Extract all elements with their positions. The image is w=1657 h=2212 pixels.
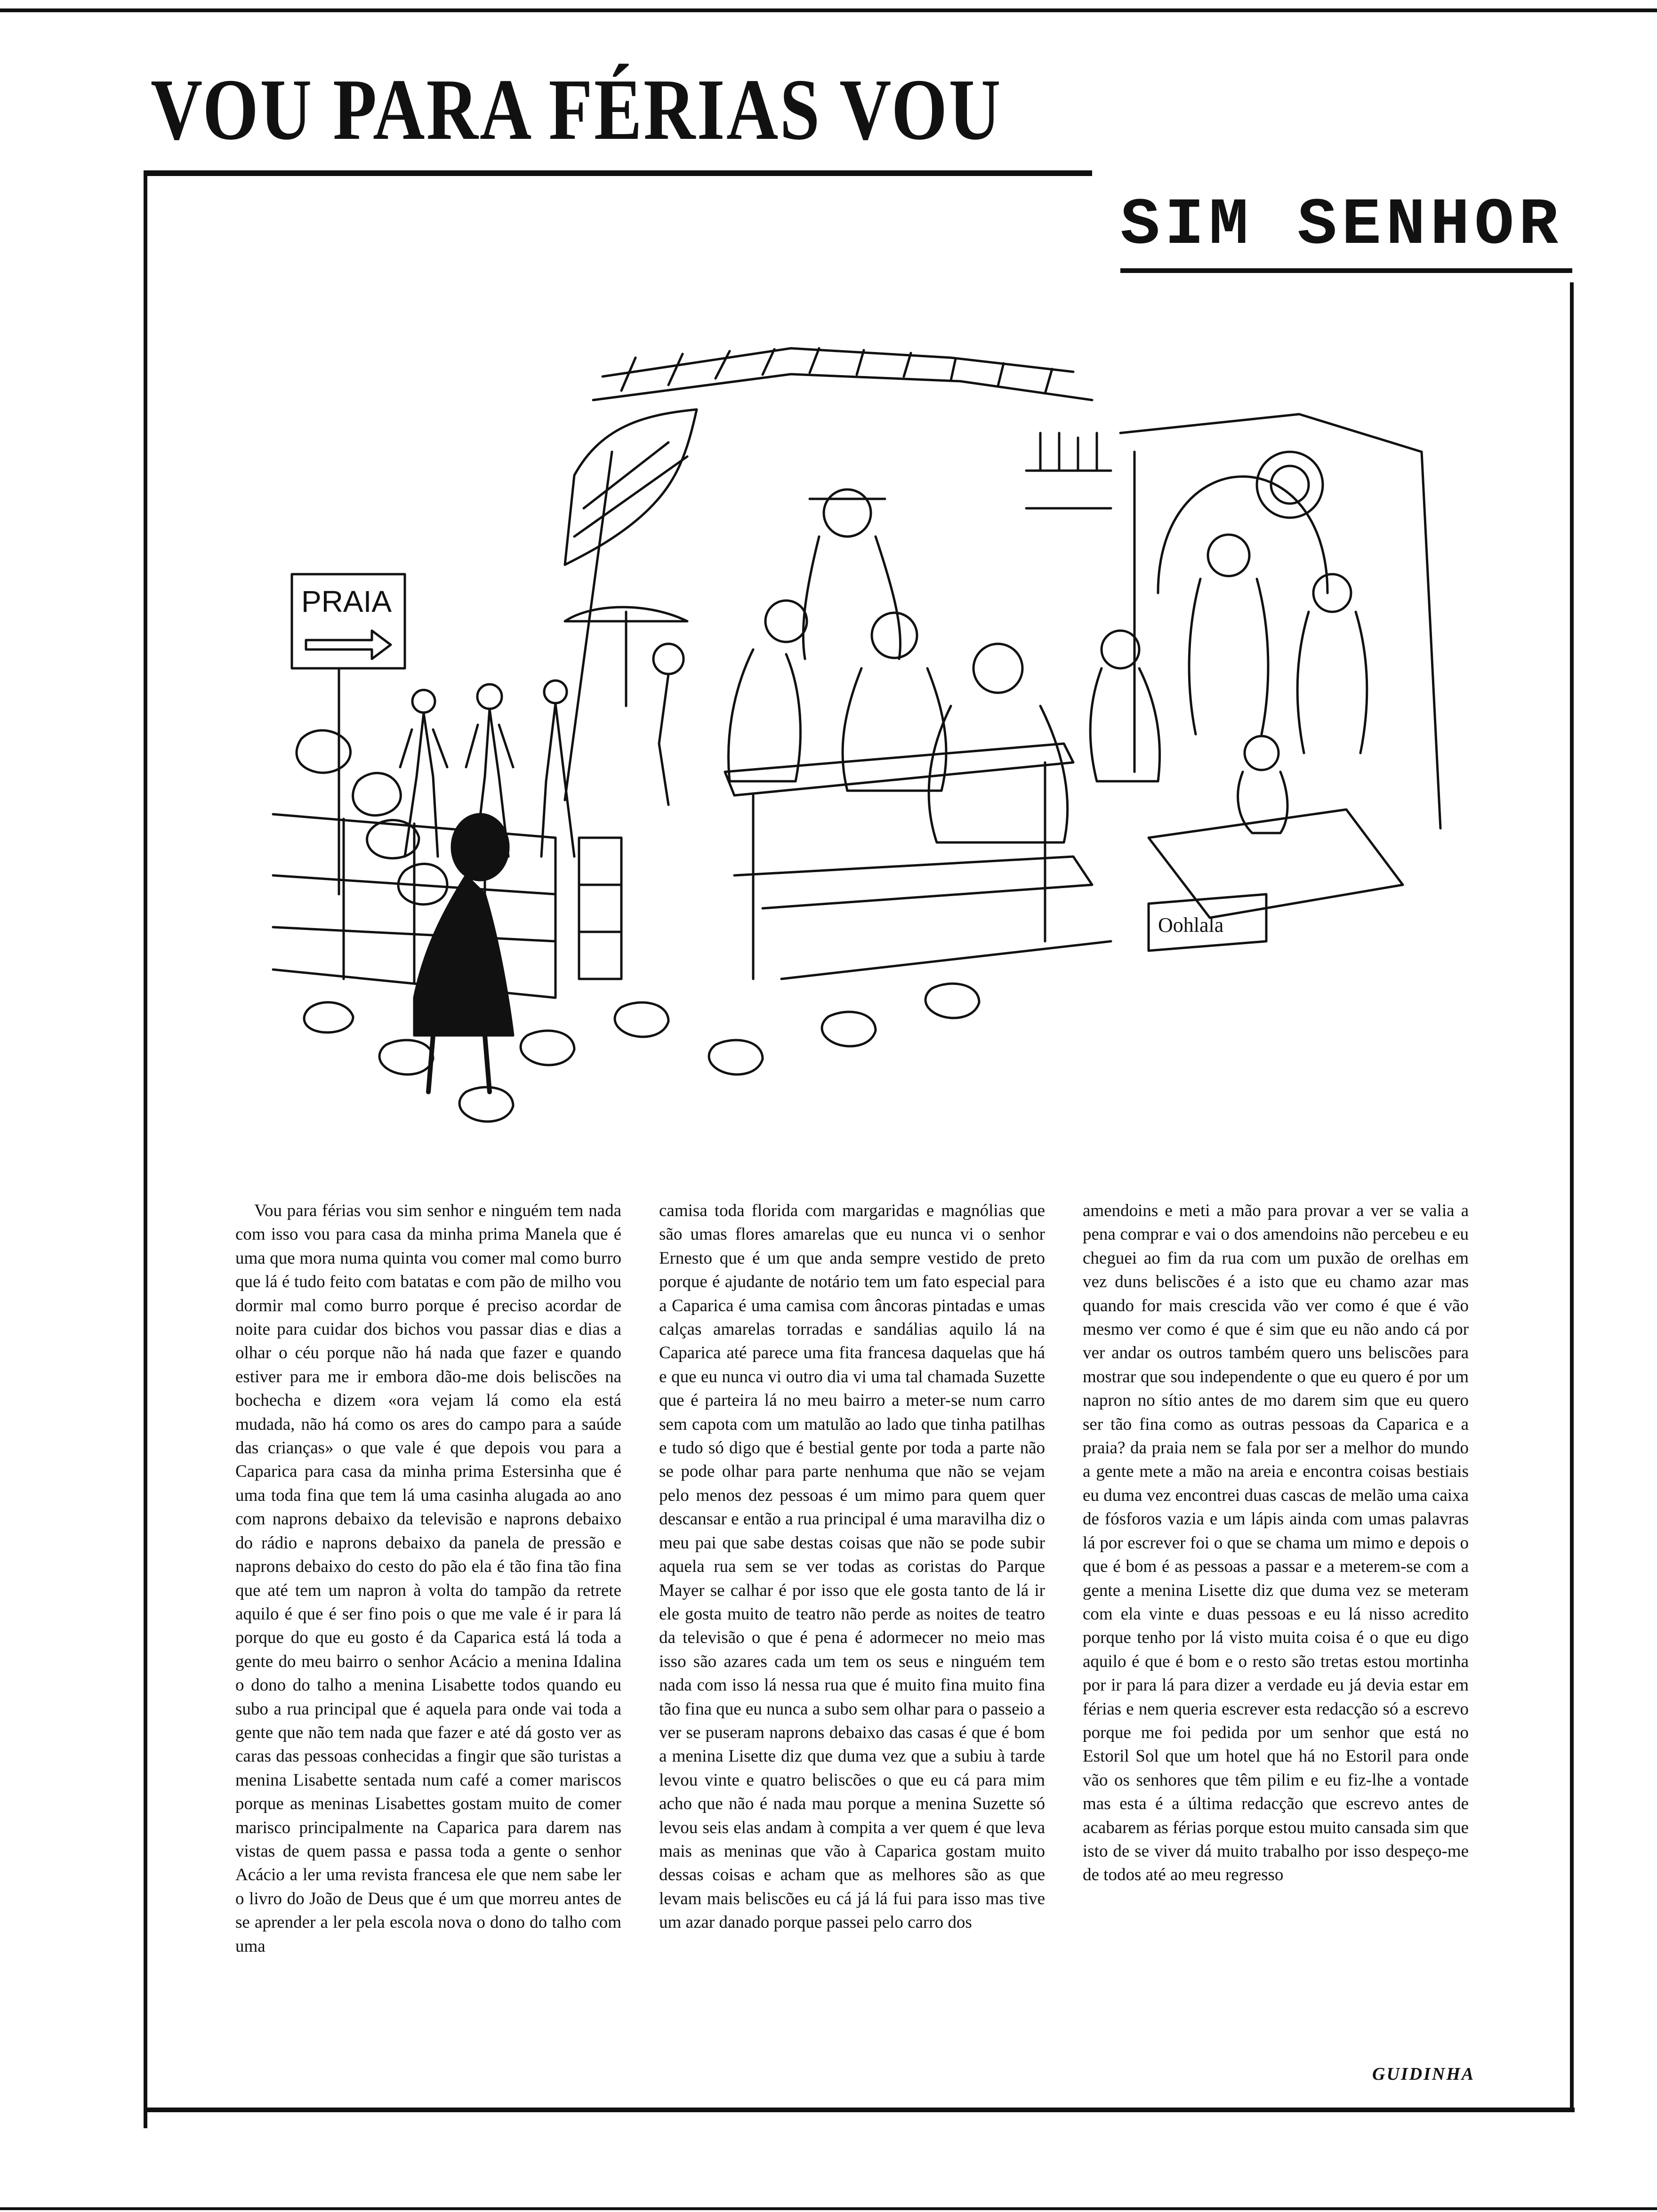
bathers-drawing [400,644,684,857]
girl-silhouette-drawing [414,814,513,1092]
article-column-2: camisa toda florida com margaridas e magnólias que são umas flores amarelas que eu nunca vi o senhor Ernesto que é um que anda sempre vestido de preto porque é ajudante de notário tem um fato especial para a Caparica é uma camisa com âncoras pintadas e umas calças amarelas torradas e sandálias aquilo lá na Caparica até parece uma fita francesa daquelas que há e que eu nunca vi outro dia vi uma tal chamada Suzette que é parteira lá no meu bairro a meter-se num carro sem capota com um matulão ao lado que tinha patilhas e tudo só digo que é bestial gente por toda a parte não se pode olhar para parte nenhuma que não se vejam pelo menos dez pessoas é um mimo para quem quer descansar e então a rua principal é uma maravilha diz o meu pai que sabe destas coisas que não se pode subir aquela rua sem se ver todas as coristas do Parque Mayer se calhar é por isso que ele gosta tanto de lá ir ele gosta muito de teatro não perde as noites de teatro da televisão o que é pena é adormecer no meio mas isso são azares cada um tem os seus e ninguém tem nada com isso lá nessa rua que é muito fina muito fina tão fina que eu nunca a subo sem olhar para o passeio a ver se puseram naprons debaixo das casas é que é bom a menina Lisette diz que duma vez que a subiu à tarde levou vinte e quatro beliscões o que eu cá para mim acho que não é nada mau porque a menina Suzette só levou seis elas andam à compita a ver quem é que leva mais as meninas que vão à Caparica gostam muito dessas coisas e acham que as melhores são as que levam mais beliscões eu cá já lá fui para isso mas tive um azar danado porque passei pelo carro dos [659,1201,1045,1932]
headline: VOU PARA FÉRIAS VOU [151,61,1002,158]
awning-drawing [593,348,1092,400]
article-column-1: Vou para férias vou sim senhor e ninguém tem nada com isso vou para casa da minha prima Manela que é uma que mora numa quinta vou comer mal como burro que lá é tudo feito com batatas e com pão de milho vou dormir mal como burro porque é preciso acordar de noite para cuidar dos bichos vou passar dias e dias a olhar o céu porque não há nada que fazer e quando estiver para me ir embora dão-me dois beliscões na bochecha e dizem «ora vejam lá como ela está mudada, não há como os ares do campo para a saúde das crianças» o que vale é que depois vou para a Caparica para casa da minha prima Estersinha que é uma toda fina que tem lá uma casinha alugada ao ano com naprons debaixo da televisão e naprons debaixo do rádio e naprons debaixo da panela de pressão e naprons debaixo do cesto do pão ela é tão fina tão fina que até tem um napron à volta do tampão da retrete aquilo é que é ser fino pois o que me vale é ir para lá porque do que eu gosto é da Caparica está lá toda a gente do meu bairro o senhor Acácio a menina Idalina o dono do talho a menina Lisabette todos quando eu subo a rua principal que é aquela para onde vai toda a gente que não tem nada que fazer e até dá gosto ver as caras das pessoas conhecidas a fingir que são turistas a menina Lisabette sentada num café a comer mariscos porque as meninas Lisabettes gostam muito de comer marisco principalmente na Caparica para darem nas vistas de quem passa e passa toda a gente o senhor Acácio a ler uma revista francesa ele que nem sabe ler o livro do João de Deus que é um que morreu antes de se aprender a ler pela escola nova o dono do talho com uma [235,1201,621,1956]
article-column-3: amendoins e meti a mão para provar a ver se valia a pena comprar e vai o dos amendoins não percebeu e eu cheguei ao fim da rua com um puxão de orelhas em vez duns beliscões é a isto que eu chamo azar mas quando for mais crescida vão ver como é que é vão mesmo ver como é que é sim que eu não ando cá por ver andar os outros também quero uns beliscões para mostrar que sou independente o que eu quero é por um napron no sítio antes de mo darem sim que eu quero ser tão fina como as outras pessoas da Caparica e a praia? da praia nem se fala por ser a melhor do mundo a gente mete a mão na areia e encontra coisas bestiais eu duma vez encontrei duas cascas de melão uma caixa de fósforos vazia e um lápis ainda com umas palavras lá por escrever foi o que se chama um mimo e depois o que é bom é as pessoas a passar e a meterem-se com a gente a menina Lisette diz que duma vez se meteram com ela vinte e duas pessoas e eu lá nisso acredito porque tenho por lá visto muita coisa é o que eu digo aquilo é que é bom e o resto são tretas estou mortinha por ir para lá para dizer a verdade eu já devia estar em férias e nem queria escrever esta redacção só a escrevo porque me foi pedida por um senhor que está no Estoril Sol que um hotel que há no Estoril para onde vão os senhores que têm pilim e eu fiz-lhe a vontade mas esta é a última redacção que escrevo antes de acabarem as férias porque estou muito cansada sim que isto de se viver dá muito trabalho por isso despeço-me de todos até ao meu regresso [1083,1201,1469,1885]
subhead-rule [1120,268,1572,273]
page-bottom-rule [0,2207,1657,2210]
box-label-text: Oohlala [1158,914,1224,937]
beach-cafe-illustration [264,329,1497,1139]
top-rule [0,8,1657,12]
beach-umbrella-drawing [565,409,697,800]
headline-rule [144,170,1092,176]
crowd-drawing [728,489,1367,842]
author-signature: GUIDINHA [1372,2064,1475,2084]
frame-left-rule [144,170,147,2128]
subhead: SIM SENHOR [1120,188,1563,263]
right-building-drawing [1026,414,1440,828]
frame-right-rule [1570,282,1574,2108]
praia-sign-text: PRAIA [301,585,392,618]
bottom-frame-rule [144,2108,1575,2112]
